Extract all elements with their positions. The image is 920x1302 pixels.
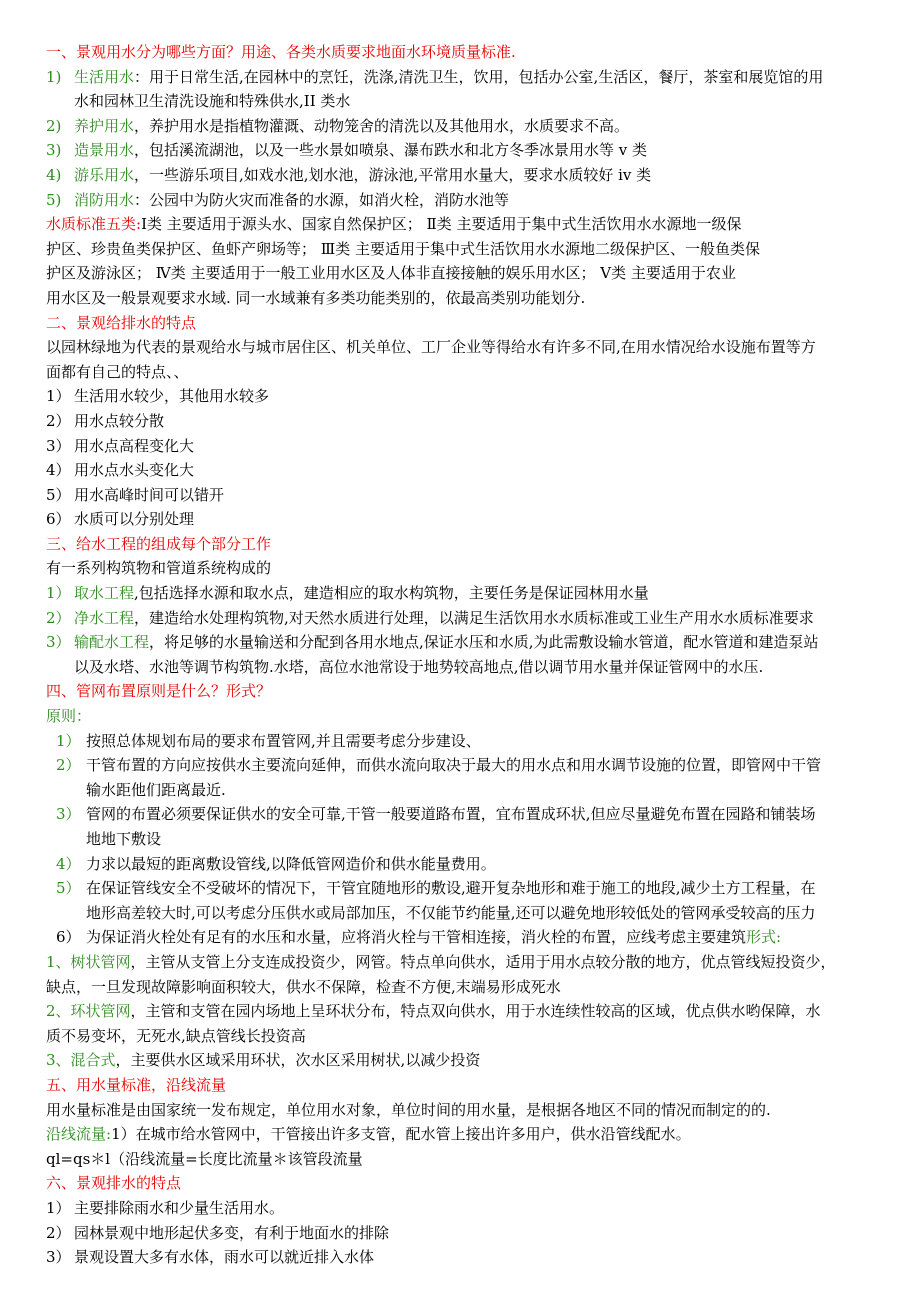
item-text: ,包括选择水源和取水点，建造相应的取水构筑物，主要任务是保证园林用水量: [134, 584, 649, 603]
item-text: 按照总体规划布局的要求布置管网,并且需要考虑分步建设、: [86, 731, 481, 750]
water-standard-head: 水质标准五类:: [46, 215, 142, 234]
s4-item-2: [46, 753, 880, 778]
s6-item-2: [46, 1221, 880, 1246]
section-1-title: 一、景观用水分为哪些方面？用途、各类水质要求地面水环境质量标准.: [46, 43, 516, 61]
item-number: 3）: [46, 436, 71, 455]
item-number: 2）: [46, 1223, 71, 1242]
item-number: 4): [46, 165, 62, 184]
item-keyword: 造景用水: [74, 141, 135, 160]
item-number: 1）: [46, 387, 71, 406]
form-1-cont: 缺点，一旦发现故障影响面积较大，供水不保障，检查不方便,末端易形成死水: [46, 977, 561, 996]
item-keyword: 游乐用水: [74, 165, 135, 184]
flow-line: [46, 1122, 880, 1147]
flow-formula: ql=qs＊l（沿线流量=长度比流量＊该管段流量: [46, 1149, 363, 1168]
s4-item-5: [46, 876, 880, 901]
form-head: 2、环状管网: [46, 1002, 131, 1021]
item-text: 为保证消火栓处有足有的水压和水量，应将消火栓与干管相连接，消火栓的布置，应线考虑主要建筑: [86, 928, 747, 947]
item-number: 3): [46, 141, 62, 160]
item-text: ，建造给水处理构筑物,对天然水质进行处理，以满足生活饮用水水质标准或工业生产用水水质标准要求: [134, 608, 814, 627]
flow-head: 沿线流量:: [46, 1125, 112, 1144]
water-standard-line-2: 护区、珍贵鱼类保护区、鱼虾产卵场等； Ⅲ类 主要适用于集中式生活饮用水水源地二级保护区、一般鱼类保: [46, 239, 761, 258]
item-text: 水质可以分别处理: [74, 510, 195, 529]
s1-item-1-cont: 水和园林卫生清洗设施和特殊供水,II 类水: [74, 92, 351, 111]
s1-item-2: [46, 114, 880, 139]
item-keyword: 生活用水: [74, 67, 135, 86]
s2-item-3: [46, 434, 880, 459]
item-number: 5）: [46, 485, 71, 504]
section-6-title: 六、景观排水的特点: [46, 1174, 182, 1193]
item-number: 2）: [46, 608, 71, 627]
item-keyword: 净水工程: [74, 608, 135, 627]
form-head: 3、混合式: [46, 1051, 116, 1070]
s4-item-2-cont: 输水距他们距离最近.: [86, 780, 226, 799]
item-text: 生活用水较少，其他用水较多: [74, 387, 270, 406]
s1-item-5: [46, 188, 880, 213]
item-number: 2）: [56, 756, 81, 775]
s2-intro-1: 以园林绿地为代表的景观给水与城市居住区、机关单位、工厂企业等得给水有许多不同,在用水情况给水设施布置等方: [46, 338, 816, 357]
s4-item-3: [46, 802, 880, 827]
item-text: ，一些游乐项目,如戏水池,划水池，游泳池,平常用水量大，要求水质较好 iv 类: [134, 165, 652, 184]
item-keyword: 输配水工程: [74, 633, 150, 652]
item-number: 4）: [56, 854, 81, 873]
s2-item-5: [46, 483, 880, 508]
s3-intro: 有一系列构筑物和管道系统构成的: [46, 559, 272, 578]
item-text: ：用于日常生活,在园林中的烹饪，洗涤,清洗卫生，饮用，包括办公室,生活区，餐厅，茶室和展览馆的用: [134, 67, 824, 86]
item-text: ，养护用水是指植物灌溉、动物笼舍的清洗以及其他用水，水质要求不高。: [134, 116, 630, 135]
item-text: ，将足够的水量输送和分配到各用水地点,保证水压和水质,为此需敷设输水管道，配水管道和建造泵站: [149, 633, 819, 652]
item-keyword: 消防用水: [74, 190, 135, 209]
form-1: [46, 950, 880, 975]
section-2-title: 二、景观给排水的特点: [46, 313, 197, 332]
form-text: ，主管从支管上分支连成投资少，网管。特点单向供水，适用于用水点较分散的地方，优点管线短投资少，: [130, 952, 836, 971]
item-keyword: 养护用水: [74, 116, 135, 135]
s5-line-1: 用水量标准是由国家统一发布规定，单位用水对象，单位时间的用水量，是根据各地区不同的情况而制定的的.: [46, 1100, 771, 1119]
form-head: 1、树状管网: [46, 952, 131, 971]
item-text: 用水高峰时间可以错开: [74, 485, 225, 504]
item-number: 1）: [56, 731, 81, 750]
form-text: ，主管和支管在园内场地上呈环状分布，特点双向供水，用于水连续性较高的区域，优点供水哟保障，水: [130, 1002, 821, 1021]
item-number: 1）: [46, 1198, 71, 1217]
item-number: 1）: [46, 584, 71, 603]
s1-item-4: [46, 163, 880, 188]
item-keyword: 取水工程: [74, 584, 135, 603]
s2-item-2: [46, 409, 880, 434]
item-number: 5): [46, 190, 62, 209]
item-text: 主要排除雨水和少量生活用水。: [74, 1198, 285, 1217]
section-4-title: 四、管网布置原则是什么？形式？: [46, 682, 272, 701]
item-text: 力求以最短的距离敷设管线,以降低管网造价和供水能量费用。: [86, 854, 496, 873]
section-3-title: 三、给水工程的组成每个部分工作: [46, 534, 272, 553]
item-number: 3）: [46, 1248, 71, 1267]
s2-intro-2: 面都有自己的特点、、: [46, 362, 189, 381]
form-2: [46, 999, 880, 1024]
item-number: 6）: [46, 510, 71, 529]
item-text: 用水点水头变化大: [74, 461, 195, 480]
s2-item-1: [46, 384, 880, 409]
item-number: 6）: [56, 928, 81, 947]
item-text: 用水点较分散: [74, 411, 165, 430]
s4-item-3-cont: 地地下敷设: [86, 830, 162, 848]
s1-item-3: [46, 138, 880, 163]
s6-item-1: [46, 1196, 880, 1221]
s4-item-1: [46, 729, 880, 754]
item-number: 5）: [56, 879, 81, 898]
item-number: 1): [46, 67, 62, 86]
item-number: 2): [46, 116, 62, 135]
item-text: 用水点高程变化大: [74, 436, 195, 455]
section-5-title: 五、用水量标准，沿线流量: [46, 1075, 227, 1094]
item-text: ：公园中为防火灾而准备的水源，如消火栓，消防水池等: [134, 190, 510, 209]
item-number: 3）: [46, 633, 71, 652]
flow-text: 1）在城市给水管网中，干管接出许多支管，配水管上接出许多用户，供水沿管线配水。: [111, 1125, 691, 1144]
water-standard-line-4: 用水区及一般景观要求水域. 同一水域兼有多类功能类别的，依最高类别功能划分.: [46, 288, 586, 307]
form-3: [46, 1048, 880, 1073]
form-text: ，主要供水区域采用环状，次水区采用树状,以减少投资: [115, 1051, 481, 1070]
item-text: ，包括溪流湖池，以及一些水景如喷泉、瀑布跌水和北方冬季冰景用水等 v 类: [134, 141, 648, 160]
s2-item-6: [46, 507, 880, 532]
item-text: 园林景观中地形起伏多变，有利于地面水的排除: [74, 1223, 390, 1242]
item-text: 景观设置大多有水体，雨水可以就近排入水体: [74, 1248, 375, 1267]
s3-item-3-cont: 以及水塔、水池等调节构筑物.水塔，高位水池常设于地势较高地点,借以调节用水量并保证管网中的水压.: [74, 657, 764, 676]
forms-head: 形式:: [746, 928, 782, 947]
water-standard-line-3: 护区及游泳区； Ⅳ类 主要适用于一般工业用水区及人体非直接接触的娱乐用水区； Ⅴ类 主要适用于农业: [46, 264, 736, 283]
item-number: 3）: [56, 805, 81, 824]
s4-item-4: [46, 852, 880, 877]
s2-item-4: [46, 458, 880, 483]
item-text: 在保证管线安全不受破坏的情况下，干管宜随地形的敷设,避开复杂地形和难于施工的地段,减少土方工程量，在: [86, 879, 816, 898]
s4-item-5-cont: 地形高差较大时,可以考虑分压供水或局部加压，不仅能节约能量,还可以避免地形较低处的管网承受较高的压力: [86, 903, 816, 922]
water-standard-text: Ⅰ类 主要适用于源头水、国家自然保护区； Ⅱ类 主要适用于集中式生活饮用水水源地一级保: [141, 215, 742, 234]
s4-item-6: [46, 925, 880, 950]
item-text: 干管布置的方向应按供水主要流向延伸，而供水流向取决于最大的用水点和用水调节设施的位置，即管网中干管: [86, 756, 822, 775]
principle-head: 原则：: [46, 707, 92, 726]
item-number: 4）: [46, 461, 71, 480]
item-text: 管网的布置必须要保证供水的安全可靠,干管一般要道路布置，宜布置成环状,但应尽量避免布置在园路和铺装场: [86, 805, 816, 824]
form-2-cont: 质不易变坏，无死水,缺点管线长投资高: [46, 1026, 306, 1045]
water-standard-line-1: [46, 212, 880, 237]
s6-item-3: [46, 1245, 880, 1270]
s3-item-3: [46, 630, 880, 655]
item-number: 2）: [46, 411, 71, 430]
s3-item-1: [46, 581, 880, 606]
s1-item-1: [46, 65, 880, 90]
s3-item-2: [46, 606, 880, 631]
